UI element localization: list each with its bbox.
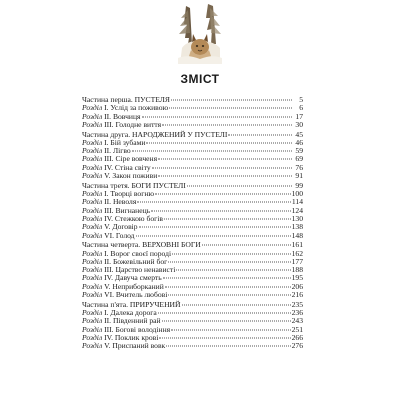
toc-entry-title: II. Божевільний бог <box>102 256 168 266</box>
chapter-prefix: Розділ <box>82 154 103 164</box>
dot-leader <box>142 116 292 117</box>
dot-leader <box>158 312 291 313</box>
dot-leader <box>202 245 291 246</box>
toc-page-number: 17 <box>295 111 303 121</box>
toc-page-number: 124 <box>291 205 303 215</box>
chapter-prefix: Розділ <box>82 213 103 223</box>
chapter-prefix: Розділ <box>82 230 103 240</box>
chapter-prefix: Розділ <box>82 111 103 121</box>
toc-page-number: 114 <box>291 197 303 207</box>
dot-leader <box>182 304 291 305</box>
toc-entry-label <box>82 342 165 350</box>
toc-entry-label <box>82 291 167 299</box>
toc-entry-title: I. Бій зубами <box>102 137 146 147</box>
toc-entry-title: V. Приспаний вовк <box>102 341 166 351</box>
dot-leader <box>168 295 290 296</box>
chapter-prefix: Розділ <box>82 205 103 215</box>
chapter-prefix: Розділ <box>82 324 103 334</box>
dot-leader <box>162 321 291 322</box>
toc-entry-title: IV. Давуча смерть <box>102 273 162 283</box>
dot-leader <box>137 202 291 203</box>
toc-entry-title: V. Договір <box>102 222 138 232</box>
chapter-prefix: Розділ <box>82 248 103 258</box>
toc-page-number: 162 <box>291 248 303 258</box>
toc-entry-title: VI. Вчитель любові <box>102 290 168 299</box>
toc-page-number: 46 <box>295 137 303 147</box>
toc-chapter-row <box>82 121 303 129</box>
toc-page-number: 177 <box>291 256 303 266</box>
chapter-prefix: Розділ <box>82 197 103 207</box>
toc-entry-title: V. Неприборканий <box>102 281 164 291</box>
toc-page-number: 100 <box>291 189 303 199</box>
toc-entry-title: Частина четверта. ВЕРХОВНІ БОГИ <box>82 240 201 250</box>
toc-page-number: 251 <box>291 324 303 334</box>
toc-entry-title: IV. Поклик крові <box>102 332 159 342</box>
toc-chapter-row <box>82 232 303 240</box>
chapter-prefix: Розділ <box>82 256 103 266</box>
chapter-prefix: Розділ <box>82 189 103 199</box>
dot-leader <box>163 278 291 279</box>
chapter-prefix: Розділ <box>82 281 103 291</box>
lynx-illustration <box>178 4 222 64</box>
dot-leader <box>168 261 290 262</box>
toc-entry-title: I. Услід за поживою <box>102 103 169 113</box>
dot-leader <box>171 100 292 101</box>
toc-entry-title: V. Закон поживи <box>102 171 158 181</box>
chapter-prefix: Розділ <box>82 273 103 283</box>
chapter-prefix: Розділ <box>82 316 103 326</box>
toc-entry-title: I. Далека дорога <box>102 307 157 317</box>
dot-leader <box>172 253 291 254</box>
dot-leader <box>171 329 290 330</box>
toc-entry-title: II. Неволя <box>102 197 137 207</box>
chapter-prefix: Розділ <box>82 171 103 181</box>
chapter-prefix: Розділ <box>82 137 103 147</box>
toc-page-number: 5 <box>299 95 303 104</box>
dot-leader <box>132 151 292 152</box>
dot-leader <box>136 235 291 236</box>
dot-leader <box>155 194 291 195</box>
toc-entry-title: VI. Голод <box>102 230 135 240</box>
toc-entry-title: III. Богові володіння <box>102 324 171 334</box>
dot-leader <box>176 270 290 271</box>
toc-entry-label <box>82 172 157 180</box>
dot-leader <box>139 227 291 228</box>
toc-page-number: 130 <box>291 213 303 223</box>
toc-page-number: 69 <box>295 154 303 164</box>
dot-leader <box>169 108 292 109</box>
toc-page-number: 188 <box>291 265 303 275</box>
toc-chapter-row <box>82 342 303 350</box>
toc-page-number: 266 <box>291 332 303 342</box>
toc-page-number: 236 <box>291 307 303 317</box>
toc-entry-title: II. Південний рай <box>102 316 161 326</box>
toc-entry-title: Частина друга. НАРОДЖЕНИЙ У ПУСТЕЛІ <box>82 129 228 139</box>
dot-leader <box>158 159 292 160</box>
dot-leader <box>158 176 292 177</box>
toc-entry-title: II. Вовчиця <box>102 111 141 121</box>
chapter-prefix: Розділ <box>82 332 103 342</box>
toc-chapter-row <box>82 172 303 180</box>
toc-page-number: 91 <box>295 171 303 181</box>
chapter-prefix: Розділ <box>82 222 103 232</box>
chapter-prefix: Розділ <box>82 307 103 317</box>
dot-leader <box>165 286 291 287</box>
chapter-prefix: Розділ <box>82 290 103 299</box>
toc-page-number: 30 <box>295 119 303 129</box>
toc-page-number: 76 <box>295 162 303 172</box>
chapter-prefix: Розділ <box>82 119 103 129</box>
dot-leader <box>146 142 292 143</box>
dot-leader <box>159 337 290 338</box>
toc-page-number: 138 <box>291 222 303 232</box>
toc-entry-title: III. Голодне виття <box>102 119 162 129</box>
chapter-prefix: Розділ <box>82 146 103 156</box>
toc-entry-title: IV. Стіна світу <box>102 162 151 172</box>
toc-page-number: 276 <box>291 341 303 351</box>
toc-entry-label <box>82 232 135 240</box>
lynx-in-snow-icon <box>178 4 222 64</box>
page-title: ЗМІСТ <box>180 72 220 86</box>
toc-page-number: 99 <box>295 180 303 190</box>
toc-chapter-row <box>82 291 303 299</box>
toc-page-number: 161 <box>291 240 303 250</box>
toc-page-number: 45 <box>295 129 303 139</box>
toc-page-number: 195 <box>291 273 303 283</box>
dot-leader <box>166 346 290 347</box>
dot-leader <box>187 185 292 186</box>
toc-page-number: 6 <box>299 103 303 113</box>
toc-entry-title: III. Сіре вовченя <box>102 154 158 164</box>
toc-page-number: 235 <box>291 299 303 309</box>
chapter-prefix: Розділ <box>82 103 103 113</box>
toc-page-number: 206 <box>291 281 303 291</box>
table-of-contents <box>82 96 303 350</box>
chapter-prefix: Розділ <box>82 265 103 275</box>
dot-leader <box>152 167 292 168</box>
toc-page-number: 243 <box>291 316 303 326</box>
toc-entry-title: II. Лігво <box>102 146 131 156</box>
chapter-prefix: Розділ <box>82 341 103 351</box>
chapter-prefix: Розділ <box>82 162 103 172</box>
dot-leader <box>228 134 292 135</box>
toc-page-number: 148 <box>291 230 303 240</box>
dot-leader <box>151 210 291 211</box>
dot-leader <box>162 124 292 125</box>
dot-leader <box>164 218 291 219</box>
toc-page-number: 59 <box>295 146 303 156</box>
toc-entry-title: III. Вигнанець <box>102 205 151 215</box>
toc-entry-label <box>82 121 161 129</box>
toc-entry-title: Частина перша. ПУСТЕЛЯ <box>82 95 170 104</box>
toc-entry-title: Частина третя. БОГИ ПУСТЕЛІ <box>82 180 186 190</box>
toc-entry-title: I. Творці вогню <box>102 189 155 199</box>
toc-entry-title: I. Ворог своєї породі <box>102 248 172 258</box>
toc-entry-title: Частина п'ята. ПРИРУЧЕНИЙ <box>82 299 181 309</box>
toc-entry-title: III. Царство ненависті <box>102 265 176 275</box>
toc-page-number: 216 <box>291 290 303 299</box>
toc-entry-title: IV. Стежкою богів <box>102 213 163 223</box>
